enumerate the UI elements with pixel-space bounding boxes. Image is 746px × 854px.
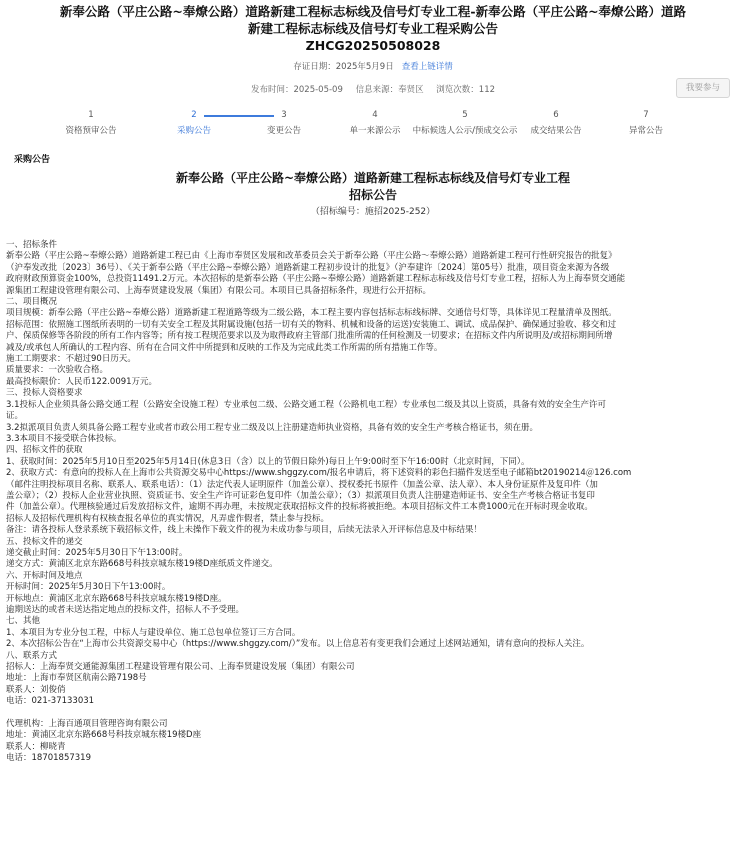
- body-line: 招标人及招标代理机构有权核查报名单位的真实情况，凡弄虚作假者，禁止参与投标。: [6, 513, 330, 524]
- info-source: 信息来源：奉贤区: [355, 85, 424, 95]
- body-line: 联系人：柳晓青: [6, 741, 66, 752]
- blank-line: [6, 708, 742, 719]
- step-label: 采购公告: [176, 126, 211, 136]
- body-line: 招标范围：依照施工图纸所表明的一切有关安全工程及其附属设施(包括一切有关的物料、机械和设备的运送)安装施工、调试、成品保护、确保通过验收、移交和过: [6, 319, 617, 330]
- announcement-body: [6, 240, 742, 765]
- body-line: 电话：021-37133031: [6, 696, 95, 707]
- step-label: 资格预审公告: [65, 126, 117, 136]
- body-line: 开标时间：2025年5月30日下午13:00时。: [6, 582, 171, 593]
- announcement-number: ZHCG20250508028: [305, 38, 441, 53]
- body-line: 四、招标文件的获取: [6, 445, 83, 456]
- body-line: 施工工期要求：不超过90日历天。: [6, 354, 136, 365]
- body-line: 件（加盖公章）。代理核验通过后发放招标文件，逾期不再办理，未按规定获取招标文件的投标将被拒绝。本项目招标文件工本费1000元在开标时现金收取。: [6, 502, 593, 513]
- body-line: 新奉公路（平庄公路~奉燎公路）道路新建工程已由《上海市奉贤区发展和改革委员会关于新奉公路（平庄公路～奉燎公路）道路新建工程可行性研究报告的批复》: [6, 251, 617, 262]
- step-label: 成交结果公告: [530, 126, 582, 136]
- document-title-line2: 招标公告: [348, 188, 397, 202]
- body-line: 减及/或承包人所确认的工程内容、所有在合同文件中所提到和反映的工作及为完成此类工作所需的所有措施工作等。: [6, 342, 443, 353]
- view-count: 浏览次数：112: [436, 85, 496, 95]
- body-line: 八、联系方式: [6, 650, 58, 661]
- step-number: 3: [281, 110, 287, 120]
- step-label: 单一来源公示: [349, 126, 401, 136]
- body-line: 七、其他: [6, 616, 41, 627]
- step-7[interactable]: [596, 108, 696, 137]
- body-line: 代理机构：上海百通项目管理咨询有限公司: [6, 719, 168, 730]
- body-line: 3.2拟派项目负责人须具备公路工程专业或者市政公用工程专业二级及以上注册建造师执业资格，具备有效的安全生产考核合格证书，须在册。: [6, 422, 539, 433]
- step-6[interactable]: [506, 108, 606, 137]
- document-title: [0, 170, 746, 204]
- step-2[interactable]: [144, 108, 244, 137]
- body-line: 五、投标文件的递交: [6, 536, 83, 547]
- body-line: 六、开标时间及地点: [6, 570, 83, 581]
- body-line: 盖公章）；（2）投标人企业营业执照、资质证书、安全生产许可证彩色复印件（加盖公章）；（3）拟派项目负责人注册建造师证书、安全生产考核合格证书复印: [6, 490, 595, 501]
- page-title-line2: 新建工程标志标线及信号灯专业工程采购公告: [247, 21, 498, 36]
- step-number: 1: [88, 110, 94, 120]
- body-line: 三、投标人资格要求: [6, 388, 83, 399]
- body-line: （沪奉发改批〔2023〕36号）、《关于新奉公路（平庄公路~奉燎公路）道路新建工程初步设计的批复》（沪奉建许〔2024〕第05号）批准，项目资金来源为各级: [6, 262, 610, 273]
- body-line: 备注：请各投标人登录系统下载招标文件，线上未操作下载文件的视为未成功参与项目，后续无法录入开评标信息及中标结果！: [6, 525, 483, 536]
- meta-row: [0, 82, 746, 98]
- body-line: 政府财政预算资金100%，总投资11491.2万元。本次招标的是新奉公路（平庄公路~奉燎公路）道路新建工程标志标线及信号灯专业工程，招标人为上海奉贤交通能: [6, 274, 626, 285]
- step-5[interactable]: [410, 108, 520, 137]
- body-line: 2、本次招标公告在“上海市公共资源交易中心（https://www.shggzy.com/）”发布。以上信息若有变更我们会通过上述网站通知，请有意向的投标人关注。: [6, 639, 590, 650]
- step-label: 中标候选人公示/预成交公示: [412, 126, 518, 136]
- body-line: 3.3本项目不接受联合体投标。: [6, 433, 122, 444]
- body-line: 地址：上海市奉贤区航南公路7198号: [6, 673, 147, 684]
- step-number: 5: [462, 110, 468, 120]
- body-line: 项目规模：新奉公路（平庄公路~奉燎公路）道路新建工程道路等级为二级公路，本工程主要内容包括标志标线标牌、交通信号灯等，具体详见工程量清单及图纸。: [6, 308, 617, 319]
- step-label: 变更公告: [266, 126, 301, 136]
- step-3[interactable]: [234, 108, 334, 137]
- body-line: 地址：黄浦区北京东路668号科技京城东楼19楼D座: [6, 730, 202, 741]
- archive-date: 存证日期：2025年5月9日: [293, 62, 394, 72]
- step-number: 7: [643, 110, 649, 120]
- body-line: 质量要求：一次验收合格。: [6, 365, 109, 376]
- page-title: [0, 0, 746, 54]
- join-button[interactable]: 我要参与: [676, 78, 730, 98]
- step-label: 异常公告: [628, 126, 663, 136]
- body-line: 1、本项目为专业分包工程，中标人与建设单位、施工总包单位签订三方合同。: [6, 627, 301, 638]
- bid-number: （招标编号：施招2025-252）: [310, 207, 436, 217]
- body-line: 逾期送达的或者未送达指定地点的投标文件，招标人不予受理。: [6, 605, 245, 615]
- body-line: 递交方式：黄浦区北京东路668号科技京城东楼19楼D座纸质文件递交。: [6, 559, 278, 570]
- body-line: 2、获取方式：有意向的投标人在上海市公共资源交易中心https://www.shggzy.com/报名申请后，将下述资料的彩色扫描件发送至电子邮箱bt20190214＠126.com: [6, 468, 632, 479]
- body-line: 证。: [6, 411, 24, 422]
- step-1[interactable]: [41, 108, 141, 137]
- body-line: 电话：18701857319: [6, 753, 91, 764]
- step-number: 4: [372, 110, 378, 120]
- step-number: 2: [191, 110, 197, 120]
- body-line: 3.1投标人企业须具备公路交通工程（公路安全设施工程）专业承包二级、公路交通工程（公路机电工程）专业承包二级及其以上资质，具备有效的安全生产许可: [6, 399, 607, 410]
- chain-details-link[interactable]: 查看上链详情: [401, 62, 453, 72]
- body-line: （邮件注明投标项目名称、联系人、联系电话）：（1）法定代表人证明原件（加盖公章）、授权委托书原件（加盖公章、法人章）、本人身份证原件及复印件（加: [6, 479, 598, 490]
- publish-time: 发布时间：2025-05-09: [250, 85, 343, 95]
- body-line: 1、获取时间：2025年5月10日至2025年5月14日(休息3日（含）以上的节假日除外)每日上午9:00时至下午16:00时（北京时间，下同）。: [6, 456, 530, 467]
- section-label: 采购公告: [14, 155, 51, 165]
- announcement-header: [0, 0, 746, 98]
- body-line: 开标地点：黄浦区北京东路668号科技京城东楼19楼D座。: [6, 593, 227, 604]
- body-line: 联系人：刘俊俏: [6, 684, 66, 695]
- body-line: 户、保质保修等各阶段的所有工作内容等；所有按工程规范要求以及为取得政府主管部门批准所需的任何检测及一切要求；在招标文件内所说明及/或招标期间所增: [6, 331, 613, 342]
- step-number: 6: [553, 110, 559, 120]
- body-line: 源集团工程建设管理有限公司、上海奉贤建设发展（集团）有限公司。本项目已具备招标条件，现进行公开招标。: [6, 285, 432, 296]
- body-line: 二、项目概况: [6, 297, 58, 308]
- procurement-steps: [0, 108, 746, 150]
- body-line: 最高投标限价：人民币122.0091万元。: [6, 376, 158, 387]
- body-line: 招标人：上海奉贤交通能源集团工程建设管理有限公司、上海奉贤建设发展（集团）有限公司: [6, 662, 355, 673]
- body-line: 一、招标条件: [6, 240, 58, 250]
- body-line: 递交截止时间：2025年5月30日下午13:00时。: [6, 547, 188, 558]
- document-heading: [0, 170, 746, 217]
- document-title-line1: 新奉公路（平庄公路~奉燎公路）道路新建工程标志标线及信号灯专业工程: [175, 171, 571, 185]
- archive-line: [0, 60, 746, 72]
- page-title-line1: 新奉公路（平庄公路~奉燎公路）道路新建工程标志标线及信号灯专业工程-新奉公路（平庄公路~奉燎公路）道路: [59, 4, 687, 19]
